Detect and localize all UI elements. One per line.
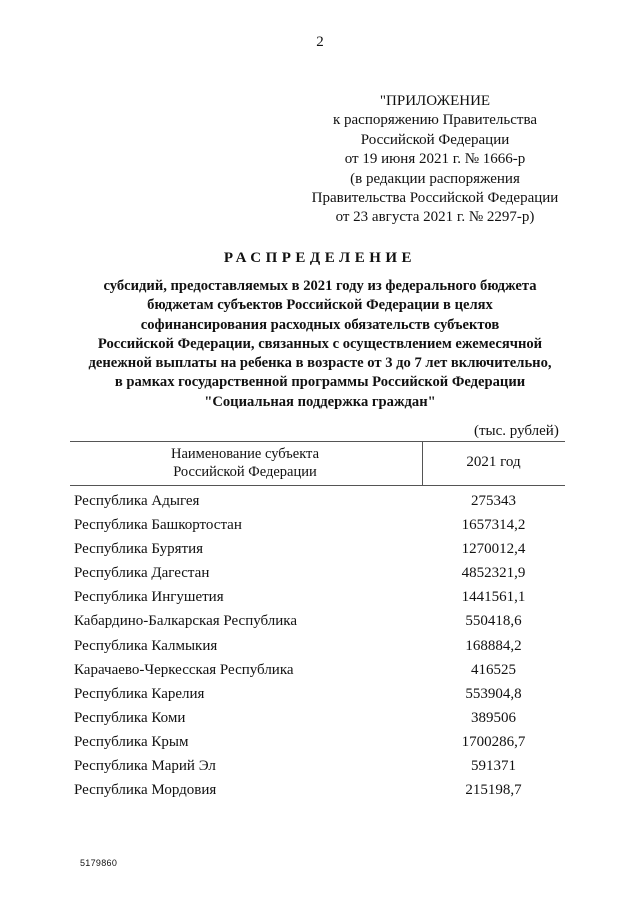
subsidy-amount: 550418,6: [465, 613, 522, 630]
subsidy-amount: 389506: [471, 709, 516, 726]
subsidy-amount: 553904,8: [465, 685, 522, 702]
region-name: Республика Марий Эл: [74, 758, 216, 775]
subsidy-amount: 4852321,9: [461, 565, 526, 582]
subtitle-line: Российской Федерации, связанных с осуществлением ежемесячной: [97, 335, 543, 352]
table-row: [70, 493, 565, 517]
table-row: [70, 565, 565, 589]
appendix-line: (в редакции распоряжения: [350, 170, 520, 187]
region-name: Кабардино-Балкарская Республика: [74, 613, 298, 630]
region-name: Республика Ингушетия: [74, 589, 224, 606]
appendix-line: от 19 июня 2021 г. № 1666-р: [344, 151, 526, 168]
region-name: Республика Дагестан: [74, 565, 210, 582]
subsidy-amount: 591371: [471, 758, 516, 775]
table-row: [70, 541, 565, 565]
document-subtitle: [60, 277, 580, 412]
table-row: [70, 734, 565, 758]
region-name: Республика Адыгея: [74, 493, 200, 509]
table-row: [70, 638, 565, 662]
appendix-line: Российской Федерации: [360, 131, 510, 148]
subsidy-amount: 416525: [471, 661, 516, 678]
table-row: [70, 686, 565, 710]
header-region-name: [70, 445, 420, 481]
subsidy-amount: 275343: [471, 493, 516, 509]
subtitle-line: денежной выплаты на ребенка в возрасте от 3 до 7 лет включительно,: [88, 355, 552, 372]
header-name-line: Российской Федерации: [173, 464, 317, 480]
region-name: Республика Башкортостан: [74, 517, 242, 534]
region-name: Республика Карелия: [74, 685, 205, 702]
subsidy-amount: 168884,2: [465, 637, 522, 654]
subsidy-amount: 1270012,4: [461, 541, 526, 558]
subtitle-line: бюджетам субъектов Российской Федерации в целях: [147, 297, 493, 314]
subsidy-amount: 1657314,2: [461, 517, 526, 534]
appendix-line: "ПРИЛОЖЕНИЕ: [379, 93, 491, 109]
table-row: [70, 782, 565, 806]
subtitle-line: "Социальная поддержка граждан": [204, 393, 436, 410]
table-body: [70, 493, 565, 806]
table-row: [70, 710, 565, 734]
page-number: 2: [316, 34, 324, 50]
subtitle-line: субсидий, предоставляемых в 2021 году из федерального бюджета: [103, 278, 537, 294]
appendix-block: [300, 92, 570, 228]
appendix-line: к распоряжению Правительства: [332, 112, 537, 129]
region-name: Карачаево-Черкесская Республика: [74, 661, 294, 678]
document-title: РАСПРЕДЕЛЕНИЕ: [223, 250, 417, 266]
region-name: Республика Бурятия: [74, 541, 204, 558]
subtitle-line: в рамках государственной программы Российской Федерации: [114, 374, 526, 391]
appendix-line: Правительства Российской Федерации: [311, 190, 559, 207]
subsidy-amount: 1700286,7: [461, 733, 526, 750]
distribution-table: [70, 441, 565, 799]
header-name-line: Наименование субъекта: [170, 446, 320, 462]
appendix-line: от 23 августа 2021 г. № 2297-р): [335, 209, 535, 226]
subsidy-amount: 215198,7: [465, 782, 522, 799]
table-row: [70, 517, 565, 541]
region-name: Республика Калмыкия: [74, 637, 218, 654]
header-year: 2021 год: [466, 454, 521, 470]
subtitle-line: софинансирования расходных обязательств субъектов: [140, 316, 500, 333]
table-row: [70, 589, 565, 613]
document-code: 5179860: [80, 858, 118, 868]
region-name: Республика Коми: [74, 709, 186, 726]
table-row: [70, 758, 565, 782]
table-header: [70, 441, 565, 486]
table-row: [70, 613, 565, 637]
region-name: Республика Мордовия: [74, 782, 217, 799]
region-name: Республика Крым: [74, 733, 189, 750]
units-label: (тыс. рублей): [474, 423, 559, 439]
table-row: [70, 662, 565, 686]
subsidy-amount: 1441561,1: [461, 589, 526, 606]
